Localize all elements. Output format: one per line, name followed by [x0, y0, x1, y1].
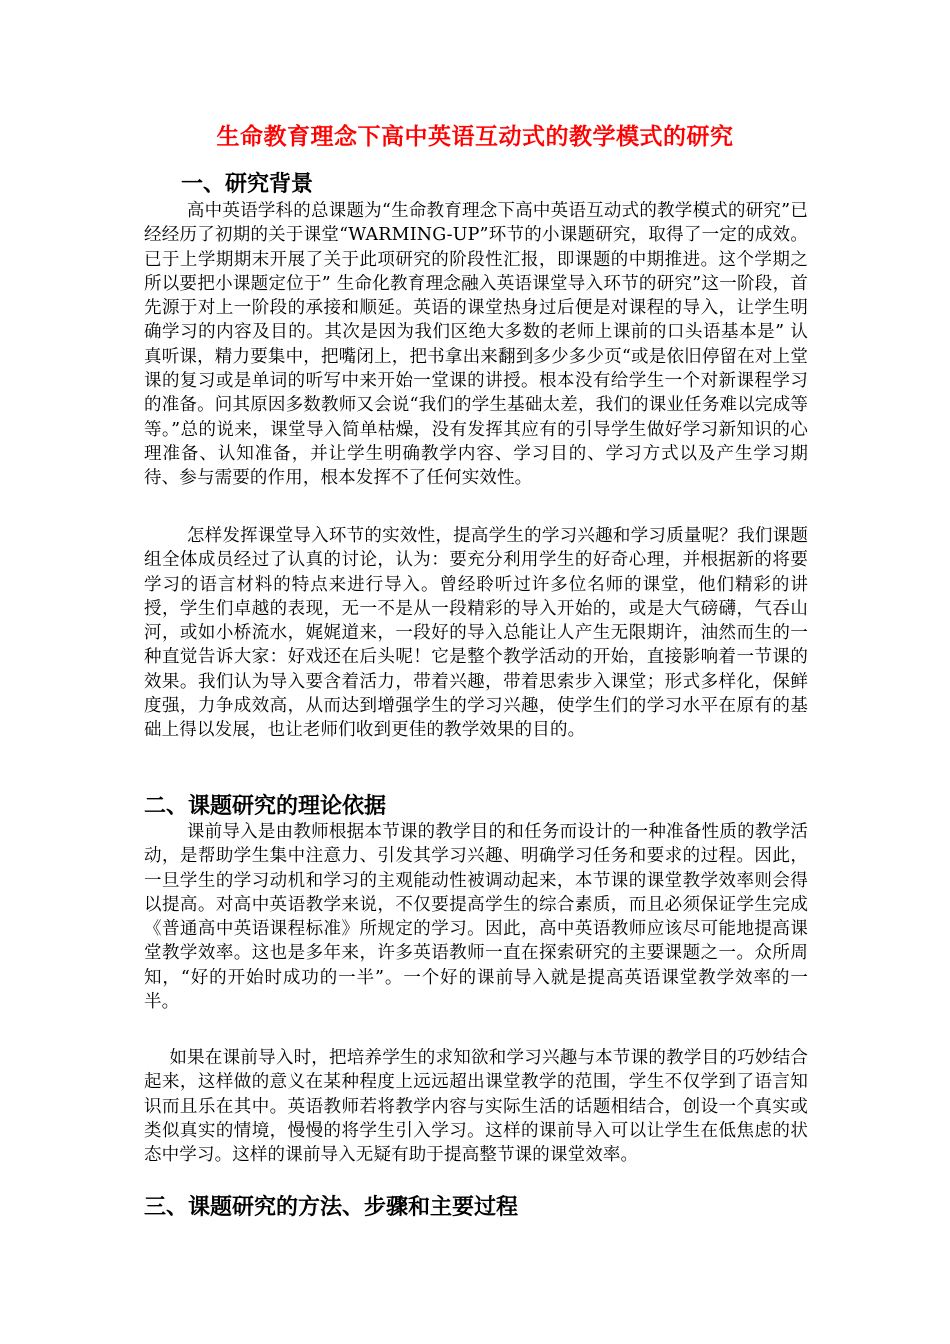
section-heading-theory: 二、课题研究的理论依据	[144, 793, 387, 819]
document-title: 生命教育理念下高中英语互动式的教学模式的研究	[216, 123, 734, 150]
paragraph-theory-1: 课前导入是由教师根据本节课的教学目的和任务而设计的一种准备性质的教学活动，是帮助学生集中注意力、引发其学习兴趣、明确学习任务和要求的过程。因此，一旦学生的学习动机和学习的主观能动性被调动起来，本节课的课堂教学效率则会得以提高。对高中英语教学来说，不仅要提高学生的综合素质，而且必须保证学生完成《普通高中英语课程标准》所规定的学习。因此，高中英语教师应该尽可能地提高课堂教学效率。这也是多年来，许多英语教师一直在探索研究的主要课题之一。众所周知，“好的开始时成功的一半”。一个好的课前导入就是提高英语课堂教学效率的一半。	[144, 822, 808, 1013]
section-heading-methods: 三、课题研究的方法、步骤和主要过程	[144, 1194, 519, 1220]
paragraph-theory-2: 如果在课前导入时，把培养学生的求知欲和学习兴趣与本节课的教学目的巧妙结合起来，这样做的意义在某种程度上远远超出课堂教学的范围，学生不仅学到了语言知识而且乐在其中。英语教师若将教学内容与实际生活的话题相结合，创设一个真实或类似真实的情境，慢慢的将学生引入学习。这样的课前导入可以让学生在低焦虑的状态中学习。这样的课前导入无疑有助于提高整节课的课堂效率。	[144, 1048, 808, 1166]
section-heading-background: 一、研究背景	[181, 171, 314, 197]
paragraph-background-2: 怎样发挥课堂导入环节的实效性，提高学生的学习兴趣和学习质量呢？我们课题组全体成员经过了认真的讨论，认为：要充分利用学生的好奇心理，并根据新的将要学习的语言材料的特点来进行导入。曾经聆听过许多位名师的课堂，他们精彩的讲授，学生们卓越的表现，无一不是从一段精彩的导入开始的，或是大气磅礴，气吞山河，或如小桥流水，娓娓道来，一段好的导入总能让人产生无限期许，油然而生的一种直觉告诉大家：好戏还在后头呢！它是整个教学活动的开始，直接影响着一节课的效果。我们认为导入要含着活力，带着兴趣，带着思索步入课堂；形式多样化，保鲜度强，力争成效高，从而达到增强学生的学习兴趣，使学生们的学习水平在原有的基础上得以发展，也让老师们收到更佳的教学效果的目的。	[144, 526, 808, 741]
paragraph-background-1: 高中英语学科的总课题为“生命教育理念下高中英语互动式的教学模式的研究”已经经历了初期的关于课堂“WARMING-UP”环节的小课题研究，取得了一定的成效。已于上学期期末开展了关于此项研究的阶段性汇报，即课题的中期推进。这个学期之所以要把小课题定位于” 生命化教育理念融入英语课堂导入环节的研究”这一阶段，首先源于对上一阶段的承接和顺延。英语的课堂热身过后便是对课程的导入，让学生明确学习的内容及目的。其次是因为我们区绝大多数的老师上课前的口头语基本是” 认真听课，精力要集中，把嘴闭上，把书拿出来翻到多少多少页“或是依旧停留在对上堂课的复习或是单词的听写中来开始一堂课的讲授。根本没有给学生一个对新课程学习的准备。问其原因多数教师又会说“我们的学生基础太差，我们的课业任务难以完成等等。”总的说来，课堂导入简单枯燥，没有发挥其应有的引导学生做好学习新知识的心理准备、认知准备，并让学生明确教学内容、学习目的、学习方式以及产生学习期待、参与需要的作用，根本发挥不了任何实效性。	[144, 201, 808, 489]
